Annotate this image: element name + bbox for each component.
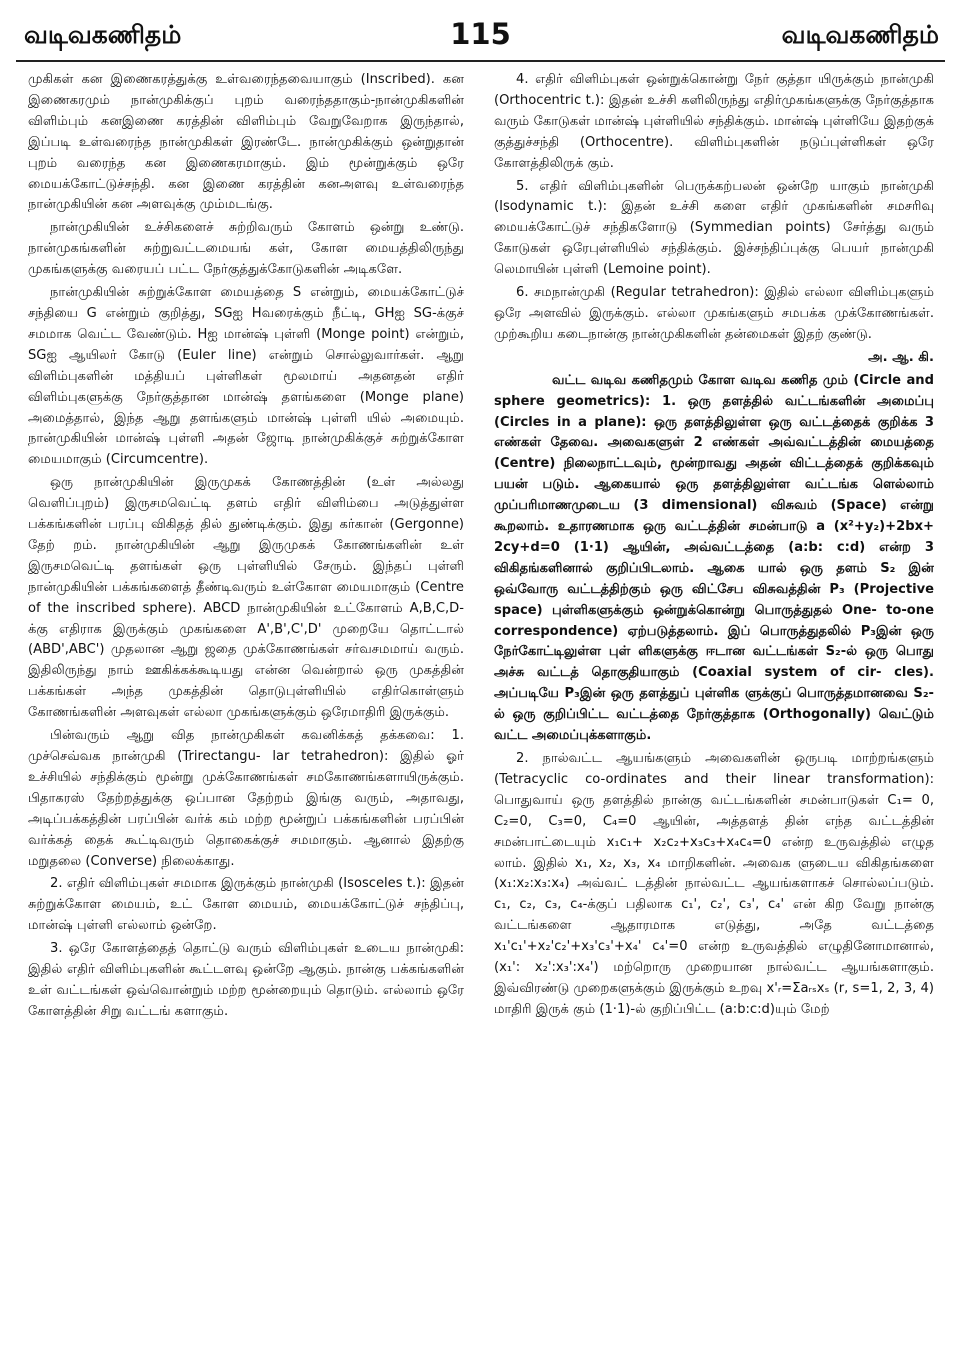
right-column [494,70,934,1350]
section-heading-paragraph: வட்ட வடிவ கணிதமும் கோள வடிவ கணித மும் (Circle and sphere geometrics): 1. ஒரு தளத்தில் வட்டங்களின் அமைப்பு (Circles in a plane): ஒரு தளத்திலுள்ள ஒரு வட்டத்தைக் குறிக்க 3 எண்கள் தேவை. அவைகளுள் 2 எண்கள் அவ்வட்டத்தின் மையத்தை (Centre) நிலைநாட்டவும், மூன்றாவது அதன் விட்டத்தைக் குறிக்கவும் பயன் படும். ஆகையால் ஒரு தளத்திலுள்ள வட்டங்க ளெல்லாம் முப்பரிமாணமுடைய (3 dimensional) விசுவம் (Space) என்று கூறலாம். உதாரணமாக ஒரு வட்டத்தின் சமன்பாடு a (x²+y₂)+2bx+ 2cy+d=0 (1·1) ஆயின், அவ்வட்டத்தை (a:b: c:d) என்ற 3 விகிதங்களினால் குறிப்பிடலாம். ஆகை யால் ஒரு தளம் S₂ இன் ஒவ்வோரு வட்டத்திற்கும் ஒரு விட்சேப விசுவத்தின் P₃ (Projective space) புள்ளிகளுக்கும் ஒன்றுக்கொன்று பொருத்துதல் One- to-one correspondence) ஏற்படுத்தலாம். இப் பொருத்துதலில் P₃இன் ஒரு நேர்கோட்டிலுள்ள புள் ளிகளுக்கு ஈடான வட்டங்கள் S₂-ல் ஒரு பொது அச்சு வட்டத் தொகுதியாகும் (Coaxial system of cir- cles). அப்படியே P₃இன் ஒரு தளத்துப் புள்ளிக ளுக்குப் பொருத்தமானவை S₂-ல் ஒரு குறிப்பிட்ட வட்டத்தை நேர்குத்தாக (Orthogonally) வெட்டும் வட்ட அமைப்புக்களாகும். [494,372,934,744]
paragraph: 5. எதிர் விளிம்புகளின் பெருக்கற்பலன் ஒன்றே யாகும் நான்முகி (Isodynamic t.): இதன் உச்சி களை எதிர் முகங்களின் சமசரிவு மையக்கோட்டுச் சந்திகளோடு (Symmedian points) சேர்த்து வரும் கோடுகள் ஒரேபுள்ளியில் சந்திக்கும். இச்சந்திப்புக்கு பெயர் நான்முகி லெமாயின் புள்ளி (Lemoine point). [494,178,934,278]
paragraph: பின்வரும் ஆறு வித நான்முகிகள் கவனிக்கத் தக்கவை: 1. முச்செவ்வக நான்முகி (Trirectangu- lar tetrahedron): இதில் ஓர் உச்சியில் சந்திக்கும் மூன்று முக்கோணங்கள் சமகோணங்களாயிருக்கும். பிதாகரஸ் தேற்றத்துக்கு ஒப்பான தேற்றம் இங்கு வரும், அதாவது, அடிப்பக்கத்தின் பரப்பின் வர்க் கம் மற்ற மூன்றுப் பக்கங்களின் பரப்பின் வர்க்கத் தைக் கூட்டிவரும் தொகைக்குச் சமமாகும். ஆனால் இதற்கு மறுதலை (Converse) நிலைக்காது. [28,728,464,869]
paragraph: 3. ஒரே கோளத்தைத் தொட்டு வரும் விளிம்புகள் உடைய நான்முகி: இதில் எதிர் விளிம்புகளின் கூட்டளவு ஒன்றே ஆகும். நான்கு பக்கங்களின் உள் வட்டங்கள் ஒவ்வொன்றும் மற்ற மூன்றையும் தொடும். எல்லாம் ஒரே கோளத்தின் சிறு வட்டங் களாகும். [28,941,464,1019]
paragraph: முகிகள் கன இணைகரத்துக்கு உள்வரைந்தவையாகும் (Inscribed). கன இணைகரமும் நான்முகிக்குப் புறம் வரைந்ததாகும்-நான்முகிகளின் விளிம்பும் கனஇணை கரத்தின் விளிம்பும் வேறுவேறாக இருந்தால், இப்படி உள்வரைந்த நான்முகிகள் இரண்டே. நான்முகிக்கும் ஒன்றுதான் புறம் வரைந்த கன இணைகரமாகும். இம் மூன்றுக்கும் ஒரே மையக்கோட்டுச்சந்தி. கன இணை கரத்தின் கனஅளவு உள்வரைந்த நான்முகியின் கன அளவுக்கு மும்மடங்கு. [28,72,464,213]
left-column [28,70,464,1350]
paragraph: 2. நால்வட்ட ஆயங்களும் அவைகளின் ஒருபடி மாற்றங்களும் (Tetracyclic co-ordinates and their linear transformation): பொதுவாய் ஒரு தளத்தில் நான்கு வட்டங்களின் சமன்பாடுகள் C₁= 0, C₂=0, C₃=0, C₄=0 ஆயின், அத்தளத் தின் எந்த வட்டத்தின் சமன்பாட்டையும் x₁c₁+ x₂c₂+x₃c₃+x₄c₄=0 என்ற உருவத்தில் எழுத லாம். இதில் x₁, x₂, x₃, x₄ மாறிகளின். அவைக ளுடைய விகிதங்களை (x₁:x₂:x₃:x₄) அவ்வட் டத்தின் நால்வட்ட ஆயங்களாகச் சொல்லப்படும். c₁, c₂, c₃, c₄-க்குப் பதிலாக c₁', c₂', c₃', c₄' என் கிற வேறு நான்கு வட்டங்களை ஆதாரமாக எடுத்து, அதே வட்டத்தை x₁'c₁'+x₂'c₂'+x₃'c₃'+x₄' c₄'=0 என்ற உருவத்தில் எழுதினோமானால், (x₁': x₂':x₃':x₄') மற்றொரு முறையான நால்வட்ட ஆயங்களாகும். இவ்விரண்டு முறைகளுக்கும் இருக்கும் உறவு x'ᵣ=Σaᵣₛxₛ (r, s=1, 2, 3, 4) மாதிரி இருக் கும் (1·1)-ல் குறிப்பிட்ட (a:b:c:d)யும் மேற் [494,751,934,1017]
page-number: 115 [450,17,511,51]
header-rule [16,60,945,62]
paragraph: 6. சமநான்முகி (Regular tetrahedron): இதில் எல்லா விளிம்புகளும் ஒரே அளவில் இருக்கும். எல்லா முகங்களும் சமபக்க முக்கோணங்கள். முற்கூறிய கடைநான்கு நான்முகிகளின் தன்மைகள் இதற் குண்டு. [494,285,934,342]
running-title-left: வடிவகணிதம் [24,20,182,49]
paragraph: நான்முகியின் உச்சிகளைச் சுற்றிவரும் கோளம் ஒன்று உண்டு. நான்முகங்களின் சுற்றுவட்டமையங் கள், கோள மையத்திலிருந்து முகங்களுக்கு வரையப் பட்ட நேர்குத்துக்கோடுகளின் அடிகளே. [28,220,464,278]
running-title-right: வடிவகணிதம் [781,20,939,49]
author-initials: அ. ஆ. கி. [868,349,934,365]
paragraph: ஒரு நான்முகியின் இருமுகக் கோணத்தின் (உள் அல்லது வெளிப்புறம்) இருசமவெட்டி தளம் எதிர் விளிம்பை அடுத்துள்ள பக்கங்களின் பரப்பு விகிதத் தில் துண்டிக்கும். இது கர்கான் (Gergonne) தேற் றம். நான்முகியின் ஆறு இருமுகக் கோணங்களின் உள் இருசமவெட்டி தளங்கள் ஒரு புள்ளியில் சேரும். இந்தப் புள்ளி நான்முகியின் பக்கங்களைத் தீண்டிவரும் உள்கோள மையமாகும் (Centre of the inscribed sphere). ABCD நான்முகியின் உட்கோளம் A,B,C,D-க்கு எதிராக இருக்கும் முகங்களை A',B',C',D' முறையே தொட்டால் (ABD',ABC') முதலான ஆறு ஜதை முக்கோணங்கள் சர்வசமமாய் வரும். இதிலிருந்து நாம் ஊகிக்கக்கூடியது என்ன வென்றால் ஒரு முகத்தின் பக்கங்கள் அந்த முகத்தின் தொடுபுள்ளியில் எதிர்கொள்ளும் கோணங்களின் அளவுகள் எல்லா முகங்களுக்கும் ஒரேமாதிரி இருக்கும். [28,475,464,721]
paragraph: நான்முகியின் சுற்றுக்கோள மையத்தை S என்றும், மையக்கோட்டுச் சந்தியை G என்றும் குறித்து, SGஐ Hவரைக்கும் நீட்டி, GHஐ SG-க்குச் சமமாக வெட்ட வேண்டும். Hஐ மான்ஷ் புள்ளி (Monge point) என்றும், SGஐ ஆயிலர் கோடு (Euler line) என்றும் சொல்லுவார்கள். ஆறு விளிம்புகளின் மத்தியப் புள்ளிகள் மூலமாய் அதனதன் எதிர் விளிம்புகளுக்கு நேர்குத்தான மான்ஷ் தளங்களை (Monge plane) அமைத்தால், இந்த ஆறு தளங்களும் மான்ஷ் புள்ளி யில் அமையும். நான்முகியின் மான்ஷ் புள்ளி அதன் ஜோடி நான்முகிக்குச் சுற்றுக்கோள மையமாகும் (Circumcentre). [28,285,464,468]
page-header [16,14,945,54]
paragraph: 4. எதிர் விளிம்புகள் ஒன்றுக்கொன்று நேர் குத்தா யிருக்கும் நான்முகி (Orthocentric t.): இதன் உச்சி களிலிருந்து எதிர்முகங்களுக்கு நேர்குத்தாக வரும் கோடுகள் மான்ஷ் புள்ளியில் சந்திக்கும். மான்ஷ் புள்ளியே இதற்குக் குத்துச்சந்தி (Orthocentre). விளிம்புகளின் நடுப்புள்ளிகள் ஒரே கோளத்திலிருக் கும். [494,72,934,171]
paragraph: 2. எதிர் விளிம்புகள் சமமாக இருக்கும் நான்முகி (Isosceles t.): இதன் சுற்றுக்கோள மையம், உட் கோள மையம், மையக்கோட்டுச் சந்திப்பு, மான்ஷ் புள்ளி எல்லாம் ஒன்றே. [28,876,464,934]
